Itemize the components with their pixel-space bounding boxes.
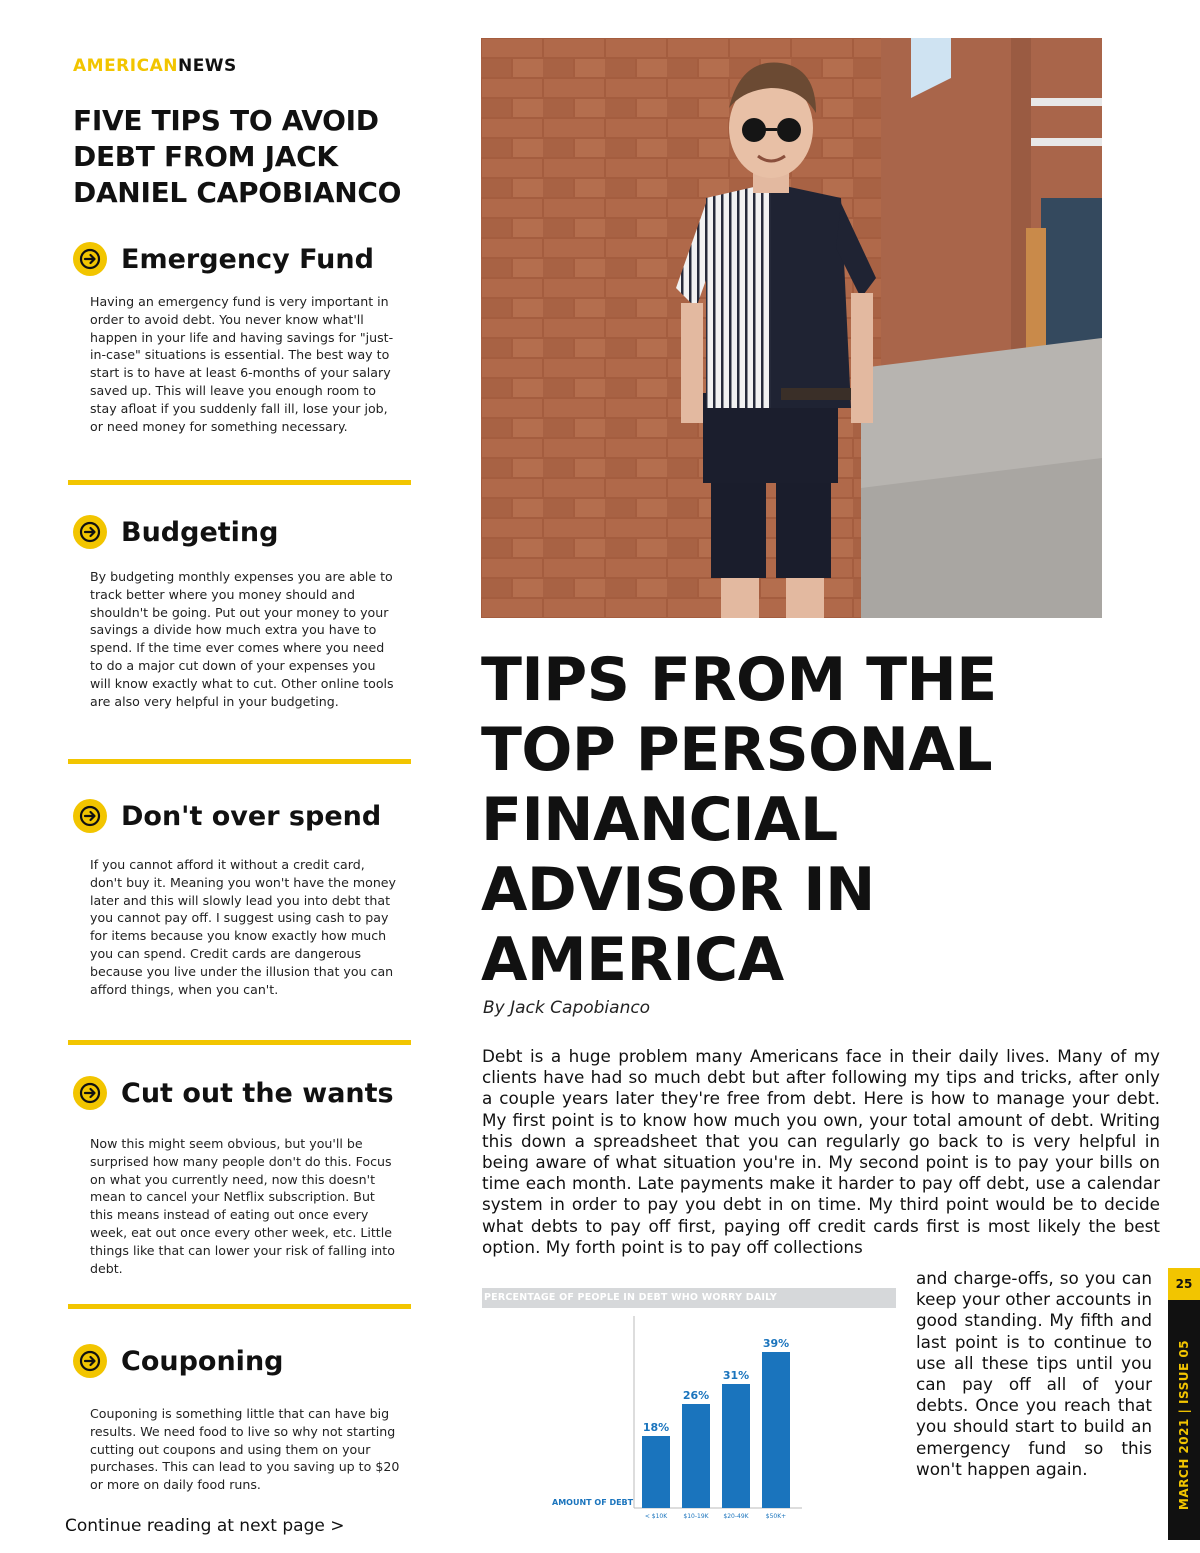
chart-data-label: 39% bbox=[762, 1337, 790, 1350]
headline: TIPS FROM THE TOP PERSONAL FINANCIAL ADVISOR IN AMERICA bbox=[481, 645, 997, 995]
chart-data-label: 26% bbox=[682, 1389, 710, 1402]
arrow-circle-icon bbox=[73, 799, 107, 833]
tip-cut-out-the-wants bbox=[73, 1073, 413, 1277]
section-divider bbox=[68, 480, 411, 485]
tip-body: Couponing is something little that can have big results. We need food to live so why not starting cutting out coupons and using them on your purchases. This can lead to you saving up to $20 or more on daily food runs. bbox=[90, 1406, 400, 1493]
chart-bar bbox=[682, 1404, 710, 1508]
page-number: 25 bbox=[1168, 1268, 1200, 1300]
chart-data-label: 18% bbox=[642, 1421, 670, 1434]
chart-data-label: 31% bbox=[722, 1369, 750, 1382]
tip-couponing bbox=[73, 1341, 413, 1494]
continue-reading-link[interactable]: Continue reading at next page > bbox=[65, 1516, 345, 1536]
brand-part-news: NEWS bbox=[177, 56, 237, 76]
byline: By Jack Capobianco bbox=[483, 998, 651, 1018]
tip-body: Having an emergency fund is very important in order to avoid debt. You never know what'll happen in your life and having savings for "just-in-case" situations is essential. The best way to start is to have at least 6-months of your salary saved up. This will leave you enough room to stay afloat if you suddenly fall ill, lose your job, or need money for something necessary. bbox=[90, 294, 394, 434]
arrow-circle-icon bbox=[73, 242, 107, 276]
chart-bar bbox=[762, 1352, 790, 1508]
brand-part-american: AMERICAN bbox=[73, 56, 178, 76]
tip-title: Don't over spend bbox=[121, 800, 382, 832]
tip-body: If you cannot afford it without a credit card, don't buy it. Meaning you won't have the money later and this will slowly lead you into debt that you cannot pay off. I suggest using cash to pay for items because you know exactly how much you can spend. Credit cards are dangerous because you live under the illusion that you can afford things, when you can't. bbox=[90, 857, 397, 997]
chart-tick-label: $10-19K bbox=[683, 1513, 709, 1520]
chart-tick-label: < $10K bbox=[644, 1513, 668, 1520]
arrow-circle-icon bbox=[73, 515, 107, 549]
chart-x-label: AMOUNT OF DEBT bbox=[552, 1498, 634, 1507]
arrow-circle-icon bbox=[73, 1344, 107, 1378]
tip-title: Budgeting bbox=[121, 516, 279, 548]
chart-bar bbox=[722, 1384, 750, 1508]
tip-title: Emergency Fund bbox=[121, 243, 374, 275]
tip-budgeting bbox=[73, 512, 413, 710]
chart-tick-label: $50K+ bbox=[765, 1513, 787, 1520]
article-body-continued: and charge-offs, so you can keep your other accounts in good standing. My fifth and last point is to continue to use all these tips until you can pay off all of your debts. Once you reach that you should start to build an emergency fund so this won't happen again. bbox=[916, 1268, 1152, 1479]
issue-date-label: MARCH 2021 | ISSUE 05 bbox=[1177, 1339, 1191, 1511]
tip-body: Now this might seem obvious, but you'll be surprised how many people don't do this. Focus on what you currently need, now this doesn't mean to cancel your Netflix subscription. But this means instead of eating out once every week, eat out once every other week, etc. Little things like that can lower your risk of falling into debt. bbox=[90, 1136, 395, 1276]
section-divider bbox=[68, 1304, 411, 1309]
brand-logo bbox=[73, 56, 237, 76]
sidebar-title: FIVE TIPS TO AVOID DEBT FROM JACK DANIEL CAPOBIANCO bbox=[73, 104, 402, 209]
chart-title: PERCENTAGE OF PEOPLE IN DEBT WHO WORRY DAILY bbox=[484, 1292, 777, 1303]
article-body: Debt is a huge problem many Americans face in their daily lives. Many of my clients have had so much debt but after following my tips and tricks, after only a couple years later they're free from debt. Here is how to manage your debt. My first point is to know how much you own, your total amount of debt. Writing this down a spreadsheet that you can regularly go back to is very helpful in being aware of what situation you're in. My second point is to pay your bills on time each month. Late payments make it harder to pay off debt, use a calendar system in order to pay you debt in on time. My third point would be to decide what debts to pay off first, paying off credit cards first is most likely the best option. My forth point is to pay off collections bbox=[482, 1046, 1160, 1257]
tip-title: Couponing bbox=[121, 1345, 284, 1377]
tip-title: Cut out the wants bbox=[121, 1077, 394, 1109]
section-divider bbox=[68, 1040, 411, 1045]
tip-dont-over-spend bbox=[73, 796, 413, 998]
chart-bar bbox=[642, 1436, 670, 1508]
section-divider bbox=[68, 759, 411, 764]
author-photo bbox=[481, 38, 1102, 618]
chart-tick-label: $20-49K bbox=[723, 1513, 749, 1520]
arrow-circle-icon bbox=[73, 1076, 107, 1110]
tip-body: By budgeting monthly expenses you are able to track better where you money should and shouldn't be going. Put out your money to your savings a divide how much extra you have to spend. If the time ever comes where you need to do a major cut down of your expenses you will know exactly what to cut. Other online tools are also very helpful in your budgeting. bbox=[90, 569, 394, 709]
tip-emergency-fund bbox=[73, 239, 413, 435]
debt-worry-bar-chart bbox=[482, 1310, 896, 1530]
